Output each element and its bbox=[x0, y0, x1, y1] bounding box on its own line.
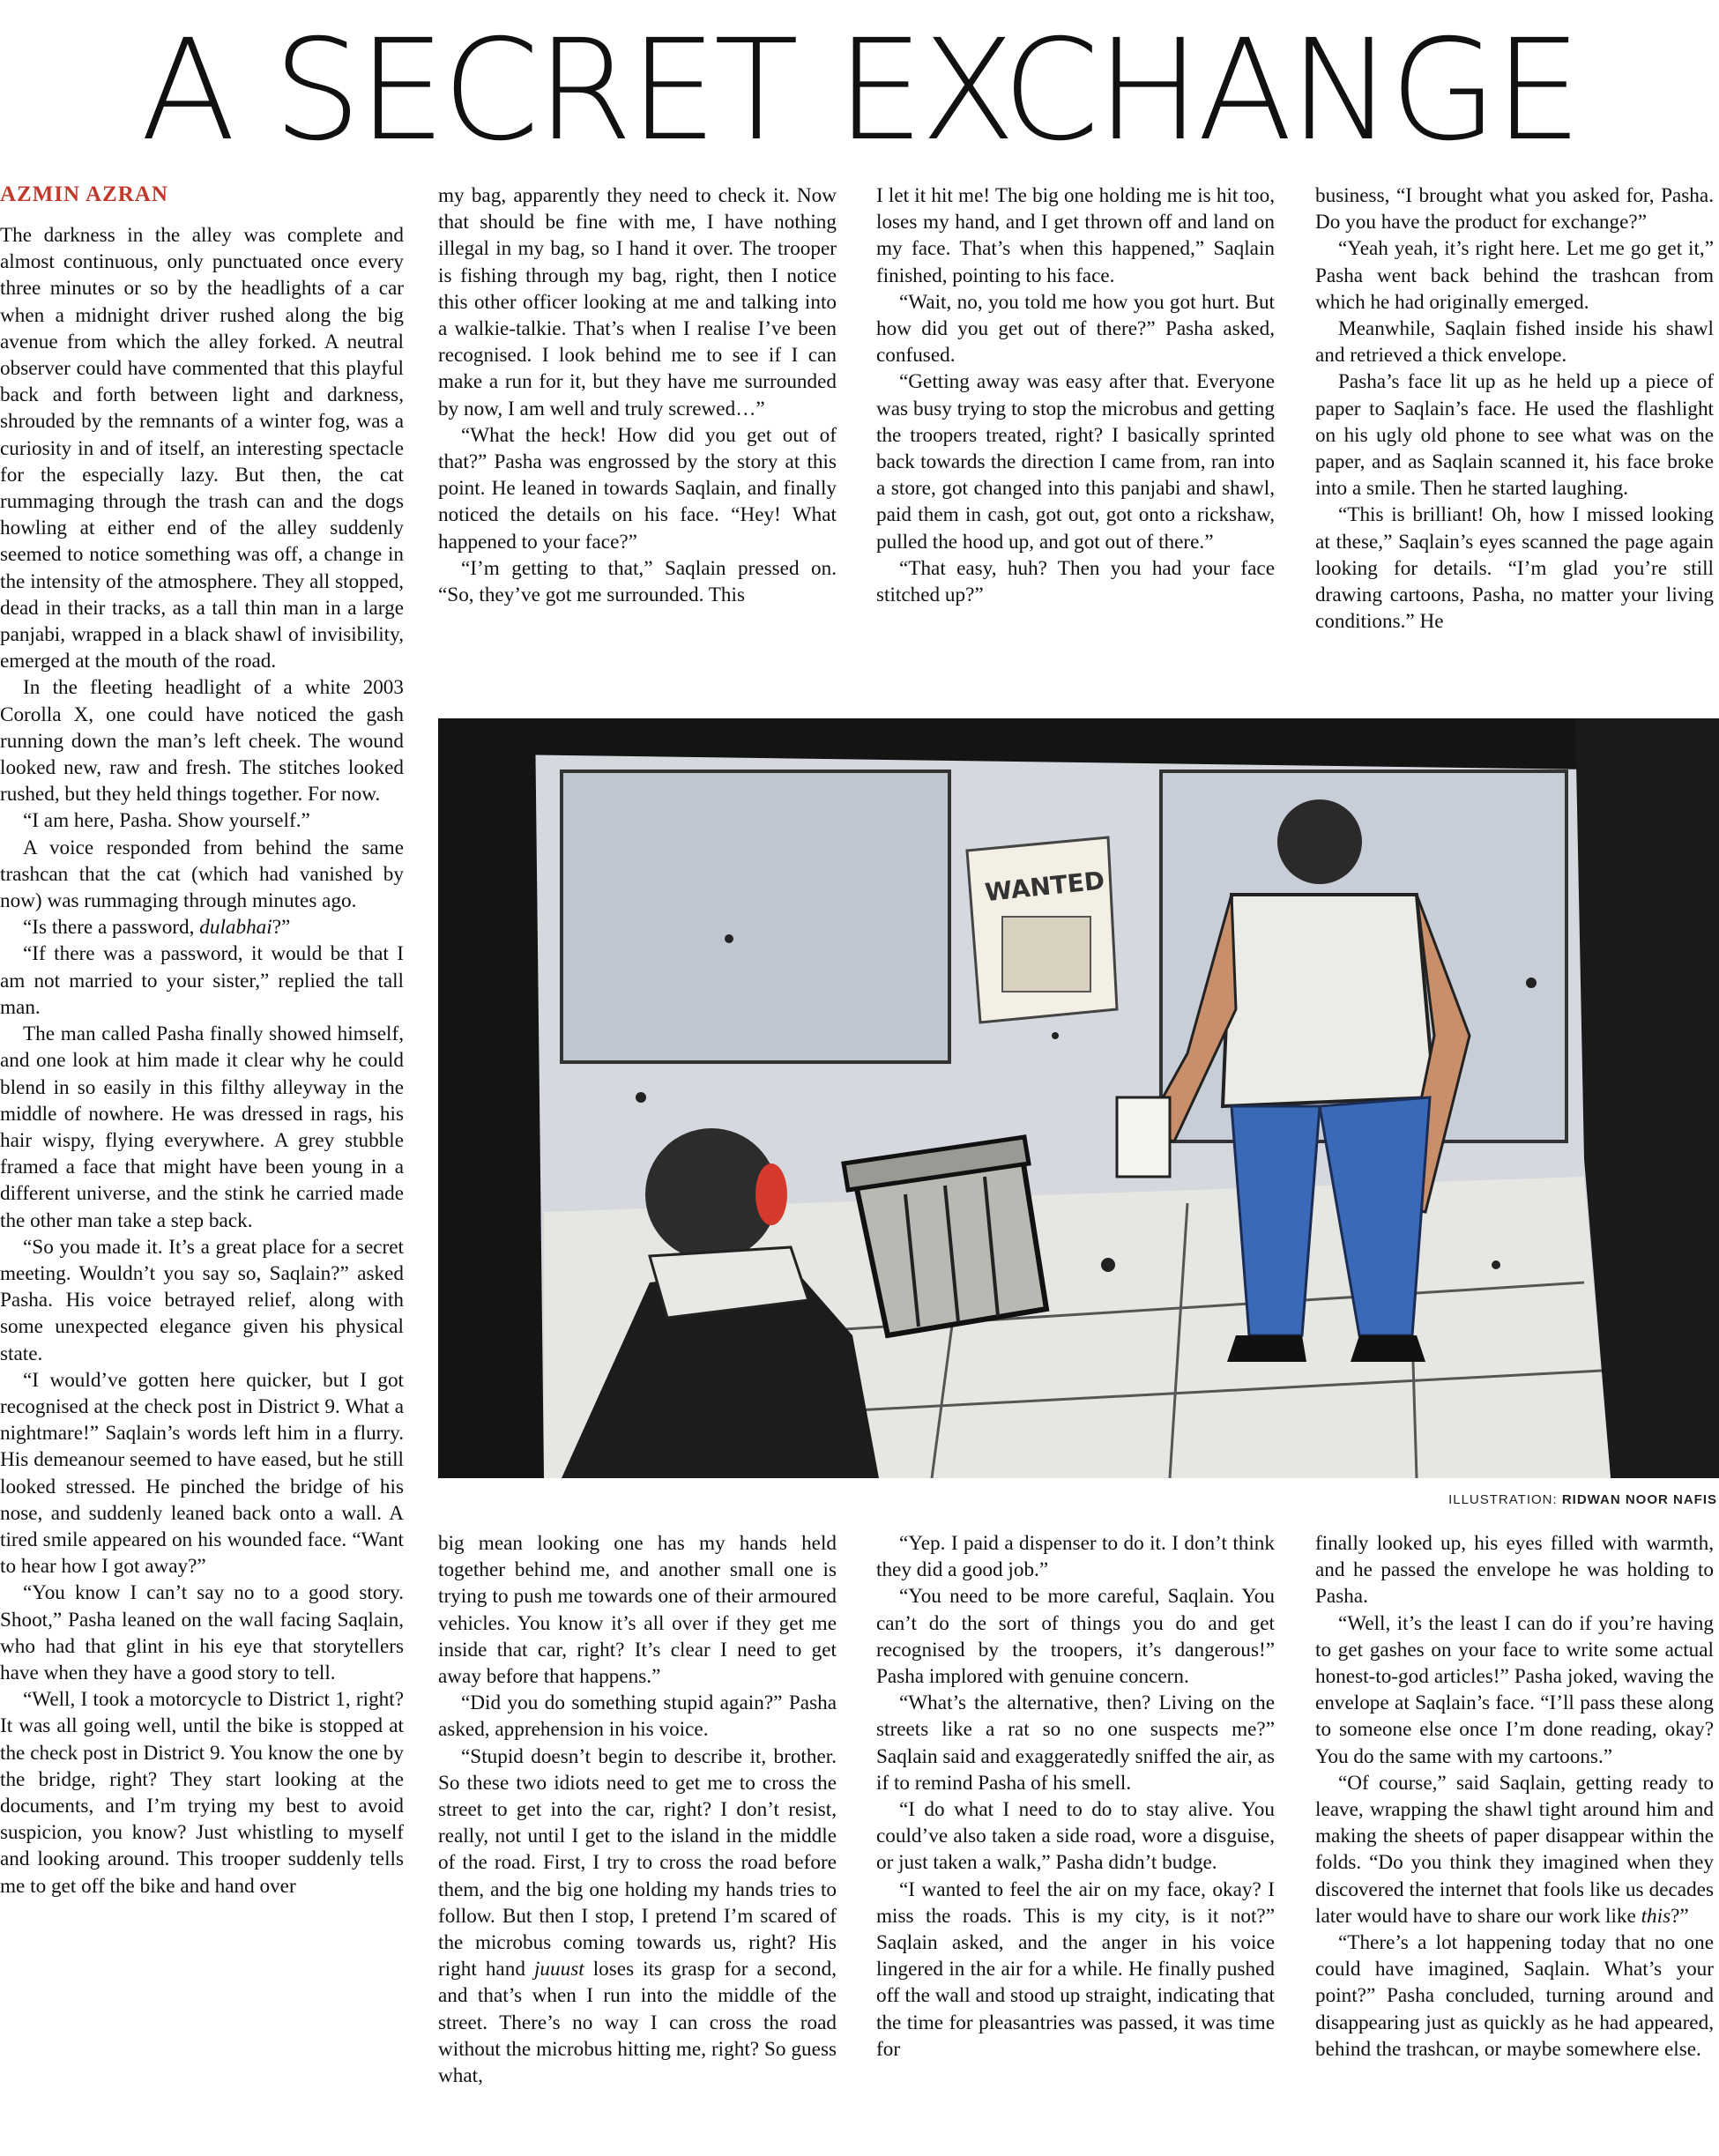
article-column-3-top bbox=[876, 182, 1275, 692]
paragraph: “Did you do something stupid again?” Pasha asked, apprehension in his voice. bbox=[438, 1691, 837, 1742]
paragraph: “I am here, Pasha. Show yourself.” bbox=[23, 809, 310, 833]
paragraph: “I wanted to feel the air on my face, okay? I miss the roads. This is my city, is it not?” Saqlain asked, and the anger in his voice lingered in the air for a while. He finally pushed off the wall and stood up straight, indicating that the time for pleasantries was passed, it was time for bbox=[876, 1877, 1275, 2061]
article-column-1 bbox=[0, 222, 404, 2156]
paragraph: “If there was a password, it would be that I am not married to your sister,” replied the tall man. bbox=[0, 942, 404, 1019]
credit-label: ILLUSTRATION: bbox=[1448, 1492, 1558, 1507]
headline: A SECRET EXCHANGE bbox=[140, 10, 1579, 172]
paragraph: “I would’ve gotten here quicker, but I got recognised at the check post in District 9. What a nightmare!” Saqlain’s words left him in a flurry. His demeanour seemed to have eased, but he still looked stressed. He pinched the bridge of his nose, and suddenly leaned back onto a wall. A tired smile appeared on his wounded face. “Want to hear how I got away?” bbox=[0, 1368, 404, 1579]
paragraph: “Yeah yeah, it’s right here. Let me go get it,” Pasha went back behind the trashcan from which he had originally emerged. bbox=[1315, 237, 1714, 314]
paragraph: big mean looking one has my hands held together behind me, and another small one is trying to push me towards one of their armoured vehicles. You know it’s all over if they get me inside that car, right? It’s clear I need to get away before that happens.” bbox=[438, 1532, 837, 1689]
paragraph: “What the heck! How did you get out of that?” Pasha was engrossed by the story at this point. He leaned in towards Saqlain, and finally noticed the details on his face. “Hey! What happened to your face?” bbox=[438, 423, 837, 554]
paragraph: “That easy, huh? Then you had your face stitched up?” bbox=[876, 556, 1275, 607]
paragraph: “So you made it. It’s a great place for a secret meeting. Wouldn’t you say so, Saqlain?” asked Pasha. His voice betrayed relief, along with some unexpected elegance given his physical state. bbox=[0, 1235, 404, 1365]
paragraph: “Well, it’s the least I can do if you’re having to get gashes on your face to write some actual honest-to-god articles!” Pasha joked, waving the envelope at Saqlain’s face. “I’ll pass these along to someone else once I’m done reading, okay? You do the same with my cartoons.” bbox=[1315, 1611, 1714, 1768]
paragraph: Meanwhile, Saqlain fished inside his shawl and retrieved a thick envelope. bbox=[1315, 317, 1714, 368]
paragraph: The man called Pasha finally showed himself, and one look at him made it clear why he could blend in so easily in this filthy alleyway in the middle of nowhere. He was dressed in rags, his hair wispy, flying everywhere. A grey stubble framed a face that might have been young in a different universe, and the stink he carried made the other man take a step back. bbox=[0, 1022, 404, 1232]
article-column-4-bottom bbox=[1315, 1530, 1714, 2156]
wanted-poster bbox=[967, 837, 1117, 1022]
article-column-2-bottom bbox=[438, 1530, 837, 2156]
paragraph: “This is brilliant! Oh, how I missed looking at these,” Saqlain’s eyes scanned the page again looking for details. “I’m glad you’re still drawing cartoons, Pasha, no matter your living conditions.” He bbox=[1315, 503, 1714, 634]
poster-text: WANTED bbox=[983, 866, 1106, 908]
text-run: “Stupid doesn’t begin to describe it, brother. So these two idiots need to get me to cross the street to get into the car, right? I don’t resist, really, not until I get to the island in the middle of the road. First, I try to cross the road before them, and the big one holding my hands tries to follow. But then I stop, I pretend I’m scared of the microbus coming towards us, right? His right hand bbox=[438, 1744, 837, 1981]
paragraph: my bag, apparently they need to check it. Now that should be fine with me, I have nothing illegal in my bag, so I hand it over. The trooper is fishing through my bag, right, then I notice this other officer looking at me and talking into a walkie-talkie. That’s when I realise I’ve been recognised. I look behind me to see if I can make a run for it, but they have me surrounded by now, I am well and truly screwed…” bbox=[438, 184, 837, 420]
wall-panel-left bbox=[562, 771, 949, 1062]
paragraph: business, “I brought what you asked for, Pasha. Do you have the product for exchange?” bbox=[1315, 184, 1714, 234]
text-run: grasp for a second, and that’s when I run into the middle of the street. There’s no way I can cross the road without the microbus hitting me, right? So guess what, bbox=[438, 1958, 837, 2088]
paragraph: “Well, I took a motorcycle to District 1, right? It was all going well, until the bike is stopped at the check post in District 9. You know the one by the bridge, right? They start looking at the documents, and I’m trying my best to avoid suspicion, you know? Just whistling to myself and looking around. This trooper suddenly tells me to get off the bike and hand over bbox=[0, 1688, 404, 1898]
text-run: ?” bbox=[1671, 1904, 1689, 1928]
italic-word: this bbox=[1641, 1904, 1671, 1928]
paragraph: “I’m getting to that,” Saqlain pressed on. “So, they’ve got me surrounded. This bbox=[438, 556, 837, 607]
byline: AZMIN AZRAN bbox=[0, 182, 168, 206]
article-column-2-top bbox=[438, 182, 837, 692]
dark-left-wall bbox=[438, 718, 544, 1478]
paragraph: “Getting away was easy after that. Everyone was busy trying to stop the microbus and getting the troopers treated, right? I basically sprinted back towards the direction I came from, ran into a store, got changed into this panjabi and shawl, paid them in cash, got out, got onto a rickshaw, pulled the hood up, and got out of there.” bbox=[876, 370, 1275, 554]
italic-word: juuust bbox=[533, 1958, 584, 1981]
paragraph: “There’s a lot happening today that no one could have imagined, Saqlain. What’s your point?” Pasha concluded, turning around and disappearing just as quickly as he had appeared, behind the trashcan, or maybe somewhere else. bbox=[1315, 1931, 1714, 2061]
paragraph: “You need to be more careful, Saqlain. You can’t do the sort of things you do and get recognised by the troopers, it’s dangerous!” Pasha implored with genuine concern. bbox=[876, 1585, 1275, 1689]
paragraph: In the fleeting headlight of a white 2003 Corolla X, one could have noticed the gash running down the man’s left cheek. The wound looked new, raw and fresh. The stitches looked rushed, but they held things together. For now. bbox=[0, 676, 404, 807]
article-column-4-top bbox=[1315, 182, 1714, 692]
illustration-credit bbox=[1146, 1492, 1717, 1507]
text-run: “Of course,” said Saqlain, getting ready to leave, wrapping the shawl tight around him and making the sheets of paper disappear within the folds. “Do you think they imagined when they discovered the internet that fools like us decades later would have to share our work like bbox=[1315, 1771, 1714, 1928]
text-run: “Is there a password, bbox=[23, 916, 200, 940]
text-run: loses its bbox=[584, 1958, 663, 1981]
paragraph: I let it hit me! The big one holding me is hit too, loses my hand, and I get thrown off and land on my face. That’s when this happened,” Saqlain finished, pointing to his face. bbox=[876, 184, 1275, 287]
paragraph: The darkness in the alley was complete and almost continuous, only punctuated once every three minutes or so by the headlights of a car when a midnight driver rushed along the big avenue from which the alley forked. A neutral observer could have commented that this playful back and forth between light and darkness, shrouded by the remnants of a winter fog, was a curiosity in and of itself, an interesting spectacle for the especially lazy. But then, the cat rummaging through the trash can and the dogs howling at either end of the alley suddenly seemed to notice something was off, a change in the intensity of the atmosphere. They all stopped, dead in their tracks, as a tall thin man in a large panjabi, wrapped in a black shawl of invisibility, emerged at the mouth of the road. bbox=[0, 224, 404, 673]
paragraph bbox=[438, 1743, 837, 2090]
article-column-3-bottom bbox=[876, 1530, 1275, 2156]
paragraph: “Yep. I paid a dispenser to do it. I don’t think they did a good job.” bbox=[876, 1532, 1275, 1582]
text-run: ?” bbox=[272, 916, 291, 940]
paragraph: A voice responded from behind the same trashcan that the cat (which had vanished by now) was rummaging through minutes ago. bbox=[0, 836, 404, 913]
paragraph: “I do what I need to do to stay alive. You could’ve also taken a side road, wore a disguise, or just taken a walk,” Pasha didn’t budge. bbox=[876, 1798, 1275, 1875]
paragraph: Pasha’s face lit up as he held up a piece of paper to Saqlain’s face. He used the flashlight on his ugly old phone to see what was on the paper, and as Saqlain scanned it, his face broke into a smile. Then he started laughing. bbox=[1315, 370, 1714, 501]
credit-name: RIDWAN NOOR NAFIS bbox=[1561, 1492, 1717, 1507]
italic-word: dulabhai bbox=[199, 916, 272, 940]
paragraph: “What’s the alternative, then? Living on the streets like a rat so no one suspects me?” Saqlain said and exaggeratedly sniffed the air, as if to remind Pasha of his smell. bbox=[876, 1691, 1275, 1795]
paragraph bbox=[0, 914, 404, 940]
illustration bbox=[438, 718, 1719, 1478]
alley-illustration bbox=[438, 718, 1719, 1478]
paragraph: finally looked up, his eyes filled with warmth, and he passed the envelope he was holding to Pasha. bbox=[1315, 1532, 1714, 1609]
paragraph bbox=[1315, 1770, 1714, 1929]
paragraph: “Wait, no, you told me how you got hurt. But how did you get out of there?” Pasha asked, confused. bbox=[876, 290, 1275, 368]
paragraph: “You know I can’t say no to a good story. Shoot,” Pasha leaned on the wall facing Saqlain, who had that glint in his eye that storytellers have when they have a good story to tell. bbox=[0, 1581, 404, 1684]
